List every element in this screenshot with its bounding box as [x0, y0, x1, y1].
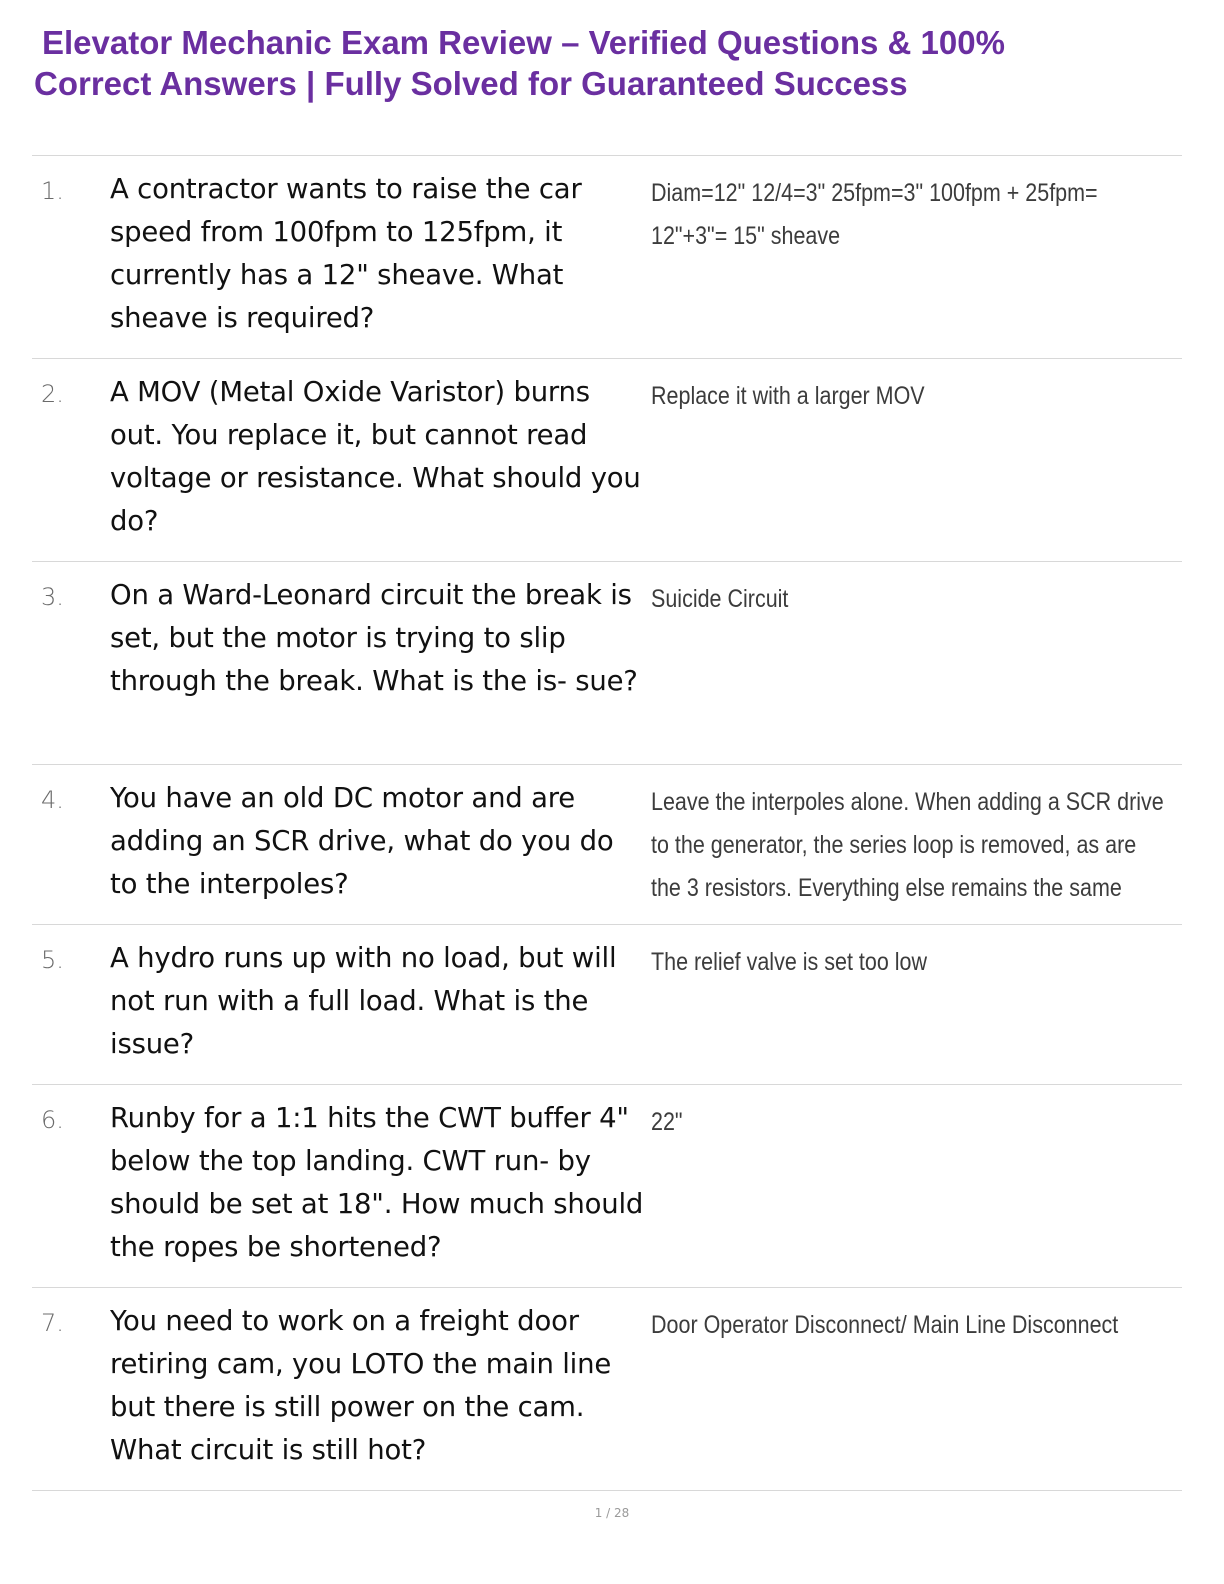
answer-text: Suicide Circuit	[651, 585, 789, 613]
page-number: 1 / 28	[594, 1506, 630, 1520]
question-number: 2.	[41, 380, 64, 408]
qa-row-4	[32, 765, 1182, 925]
answer-text: Door Operator Disconnect/ Main Line Disconnect	[651, 1311, 1119, 1339]
answer-text: Replace it with a larger MOV	[651, 382, 925, 410]
question-text: You need to work on a freight door retiring cam, you LOTO the main line but there is still power on the cam. What circuit is still hot?	[110, 1305, 612, 1466]
question-text: A hydro runs up with no load, but will not run with a full load. What is the issue?	[110, 942, 617, 1060]
qa-row-7	[32, 1288, 1182, 1491]
question-text: You have an old DC motor and are adding an SCR drive, what do you do to the interpoles?	[110, 782, 614, 900]
question-number: 3.	[41, 583, 64, 611]
question-number: 4.	[41, 786, 64, 814]
qa-row-1	[32, 156, 1182, 359]
question-text: On a Ward-Leonard circuit the break is set, but the motor is trying to slip through the break. What is the is- sue?	[110, 579, 638, 697]
answer-text: Diam=12" 12/4=3" 25fpm=3" 100fpm + 25fpm= 12"+3"= 15" sheave	[651, 179, 1098, 250]
qa-row-3	[32, 562, 1182, 765]
document-title-line-2: Correct Answers | Fully Solved for Guaranteed Success	[34, 65, 908, 102]
question-number: 1.	[41, 177, 64, 205]
question-number: 6.	[41, 1106, 64, 1134]
qa-row-6	[32, 1085, 1182, 1288]
question-number: 7.	[41, 1309, 64, 1337]
answer-text: Leave the interpoles alone. When adding a SCR drive to the generator, the series loop is removed, as are the 3 resistors. Everything else remains the same	[651, 788, 1164, 902]
answer-text: The relief valve is set too low	[651, 948, 928, 976]
document-title	[34, 22, 1134, 104]
question-answer-list	[32, 155, 1182, 1491]
question-number: 5.	[41, 946, 64, 974]
qa-row-2	[32, 359, 1182, 562]
question-text: A contractor wants to raise the car speed from 100fpm to 125fpm, it currently has a 12" sheave. What sheave is required?	[110, 173, 582, 334]
qa-row-5	[32, 925, 1182, 1085]
answer-text: 22"	[651, 1108, 683, 1136]
document-title-line-1: Elevator Mechanic Exam Review – Verified Questions & 100%	[42, 24, 1005, 61]
question-text: Runby for a 1:1 hits the CWT buffer 4" below the top landing. CWT run- by should be set at 18". How much should the ropes be shortened?	[110, 1102, 644, 1263]
question-text: A MOV (Metal Oxide Varistor) burns out. You replace it, but cannot read voltage or resistance. What should you do?	[110, 376, 641, 537]
